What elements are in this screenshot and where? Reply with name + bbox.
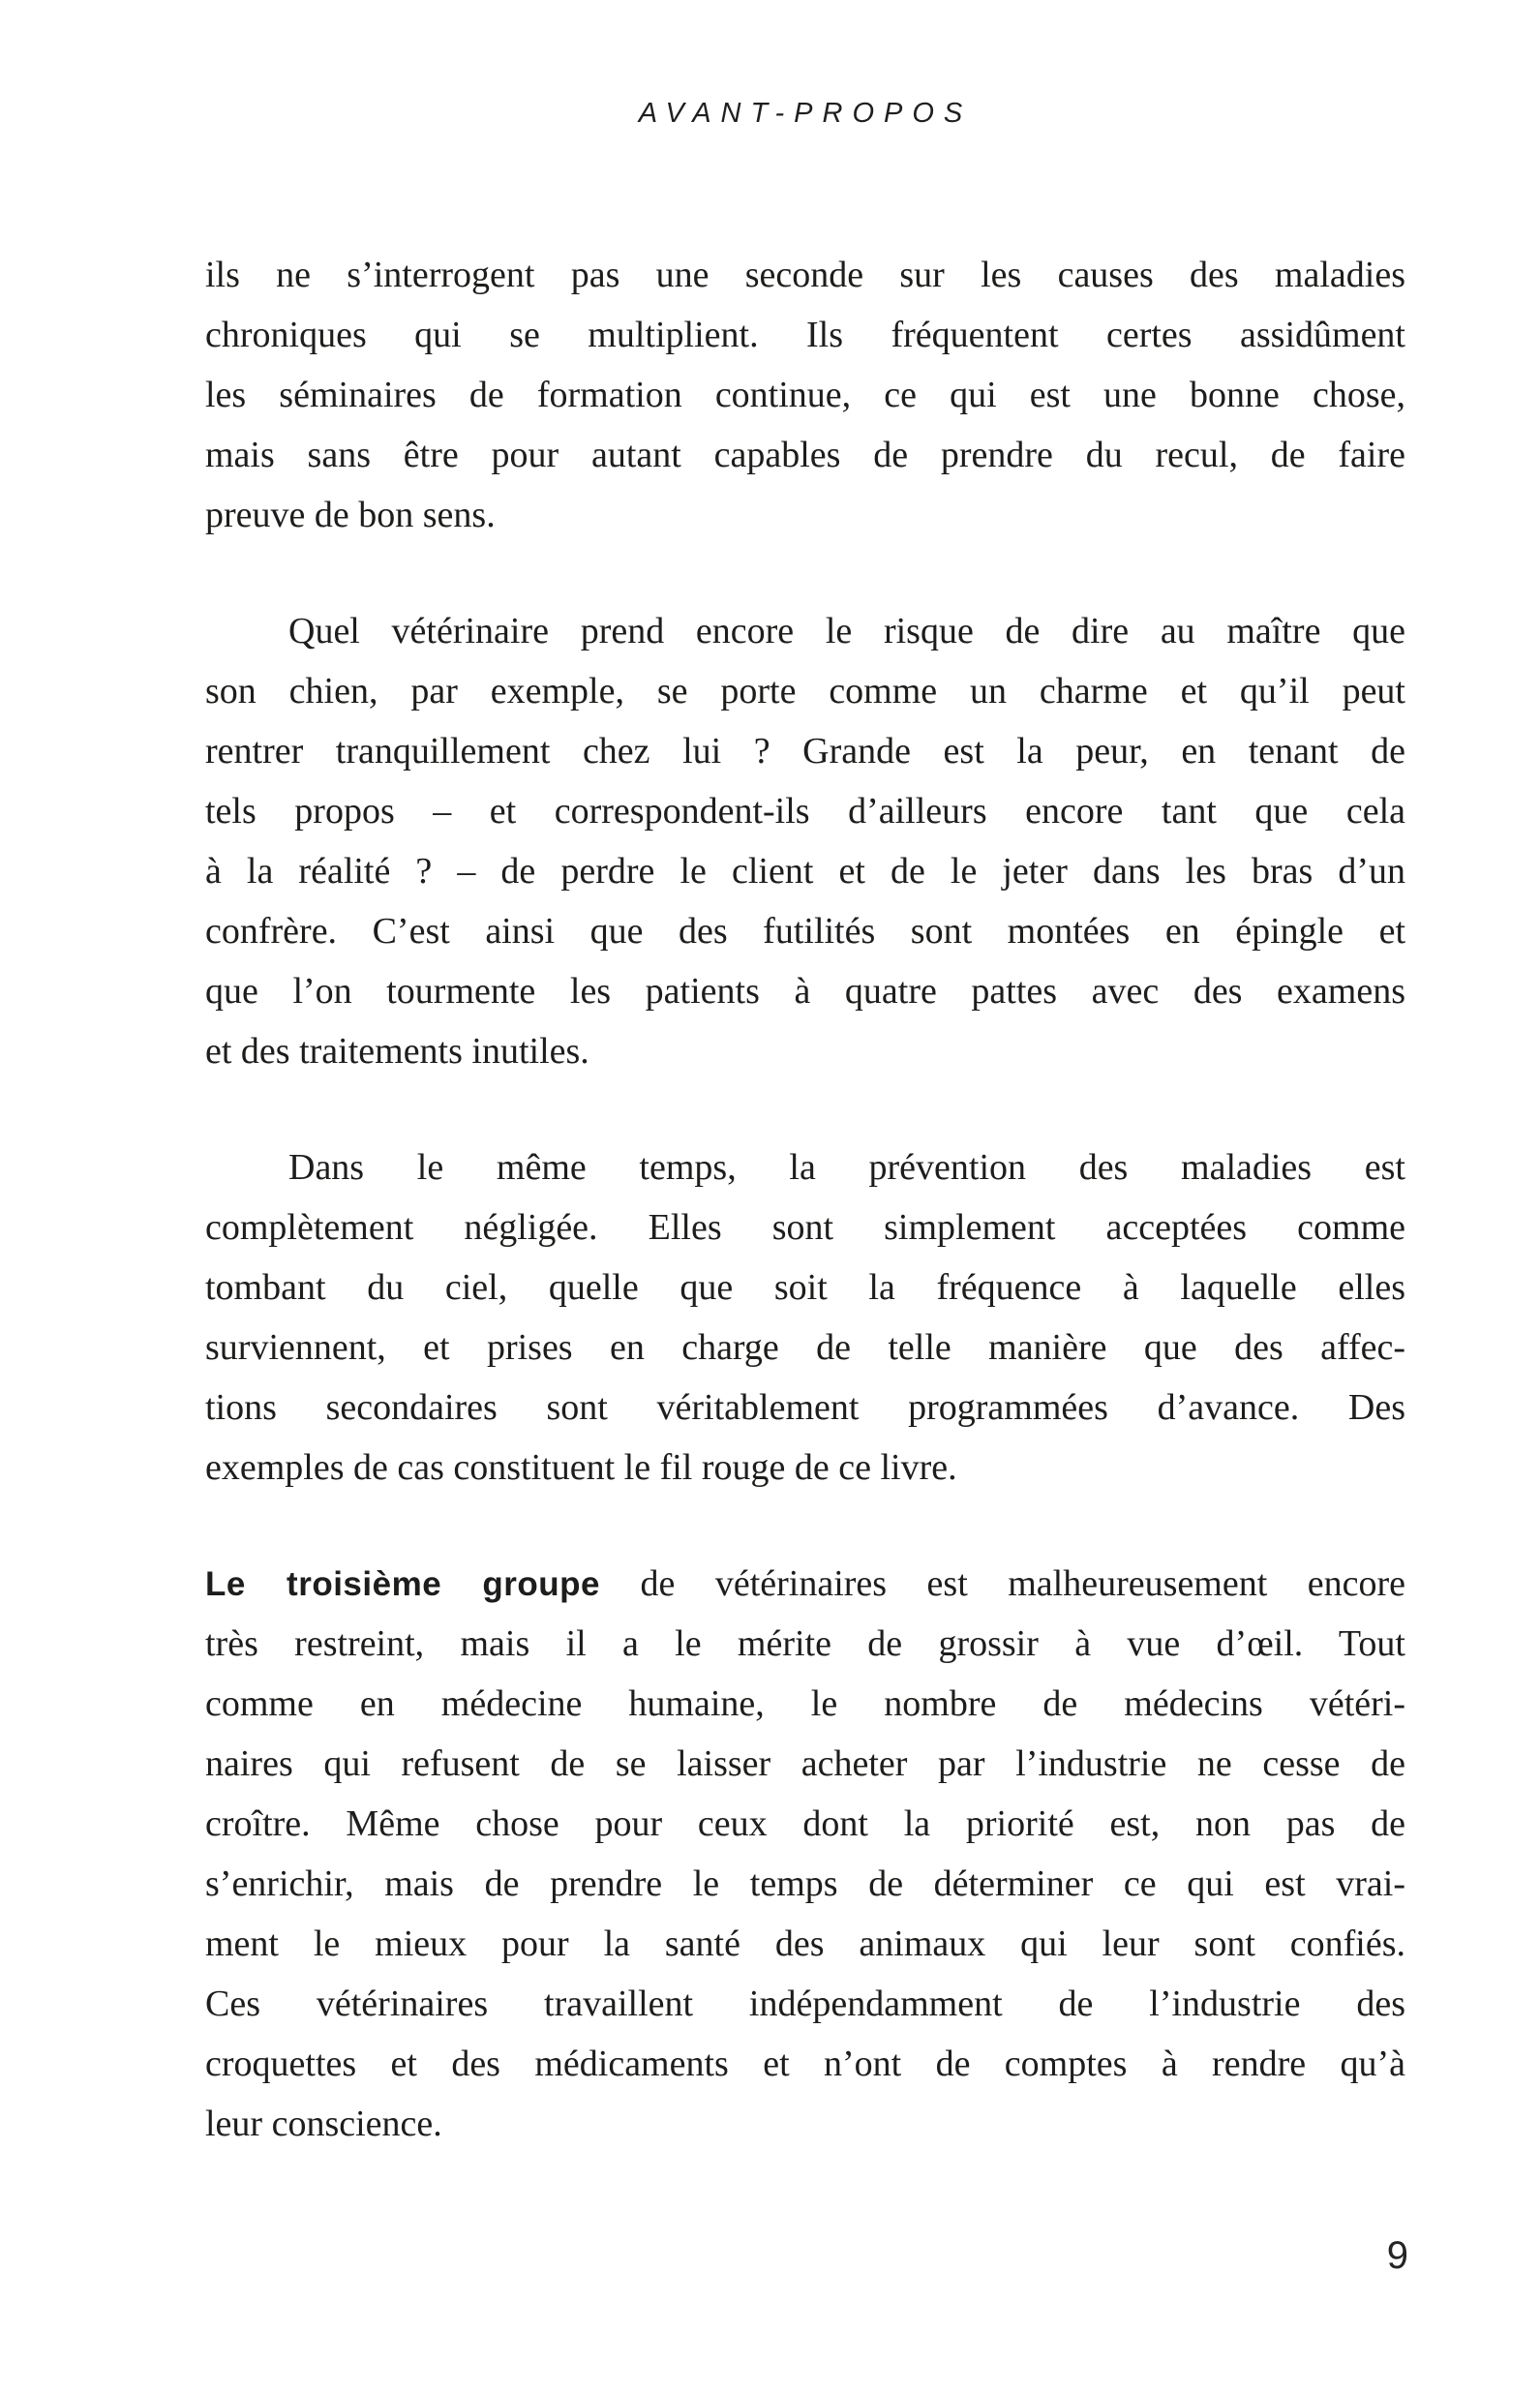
text-line: mais sans être pour autant capables de prendre du recul, de faire xyxy=(205,435,1405,475)
text-line: complètement négligée. Elles sont simplement acceptées comme xyxy=(205,1207,1405,1248)
text-line: que l’on tourmente les patients à quatre pattes avec des examens xyxy=(205,971,1405,1012)
text-line: surviennent, et prises en charge de telle manière que des affec- xyxy=(205,1327,1405,1368)
text-line: ment le mieux pour la santé des animaux qui leur sont confiés. xyxy=(205,1923,1405,1964)
text-line: s’enrichir, mais de prendre le temps de déterminer ce qui est vrai- xyxy=(205,1863,1405,1904)
page-number: 9 xyxy=(1386,2234,1408,2277)
body-text xyxy=(205,245,1405,2154)
running-head-title: AVANT-PROPOS xyxy=(638,98,973,129)
text-line: tels propos – et correspondent-ils d’ailleurs encore tant que cela xyxy=(205,791,1405,832)
text-line: naires qui refusent de se laisser acheter par l’industrie ne cesse de xyxy=(205,1743,1405,1784)
bold-lead: Le troisième groupe xyxy=(205,1565,600,1603)
text-line: Quel vétérinaire prend encore le risque de dire au maître que xyxy=(288,611,1405,651)
paragraph xyxy=(205,245,1405,545)
text-line: Dans le même temps, la prévention des maladies est xyxy=(288,1147,1405,1188)
text-line: à la réalité ? – de perdre le client et de le jeter dans les bras d’un xyxy=(205,851,1405,892)
text-line: Le troisième groupe de vétérinaires est malheureusement encore xyxy=(205,1563,1405,1604)
text-line: très restreint, mais il a le mérite de grossir à vue d’œil. Tout xyxy=(205,1623,1405,1664)
text-line: croître. Même chose pour ceux dont la priorité est, non pas de xyxy=(205,1803,1405,1844)
paragraph xyxy=(205,601,1405,1081)
text-line: leur conscience. xyxy=(205,2104,442,2144)
text-line: son chien, par exemple, se porte comme un charme et qu’il peut xyxy=(205,671,1405,712)
text-line: confrère. C’est ainsi que des futilités sont montées en épingle et xyxy=(205,911,1405,952)
text-line: chroniques qui se multiplient. Ils fréquentent certes assidûment xyxy=(205,315,1405,355)
text-line: croquettes et des médicaments et n’ont de comptes à rendre qu’à xyxy=(205,2044,1405,2084)
text-line: exemples de cas constituent le fil rouge de ce livre. xyxy=(205,1447,957,1488)
text-line: ils ne s’interrogent pas une seconde sur les causes des maladies xyxy=(205,255,1405,295)
text-line: les séminaires de formation continue, ce qui est une bonne chose, xyxy=(205,375,1405,415)
text-line: Ces vétérinaires travaillent indépendamment de l’industrie des xyxy=(205,1983,1405,2024)
text-line: preuve de bon sens. xyxy=(205,495,496,535)
text-line: tions secondaires sont véritablement programmées d’avance. Des xyxy=(205,1387,1405,1428)
paragraph xyxy=(205,1137,1405,1498)
text-line: tombant du ciel, quelle que soit la fréquence à laquelle elles xyxy=(205,1267,1405,1308)
text-line: et des traitements inutiles. xyxy=(205,1031,589,1072)
paragraph xyxy=(205,1554,1405,2154)
text-line: comme en médecine humaine, le nombre de médecins vétéri- xyxy=(205,1683,1405,1724)
text-line: rentrer tranquillement chez lui ? Grande est la peur, en tenant de xyxy=(205,731,1405,772)
